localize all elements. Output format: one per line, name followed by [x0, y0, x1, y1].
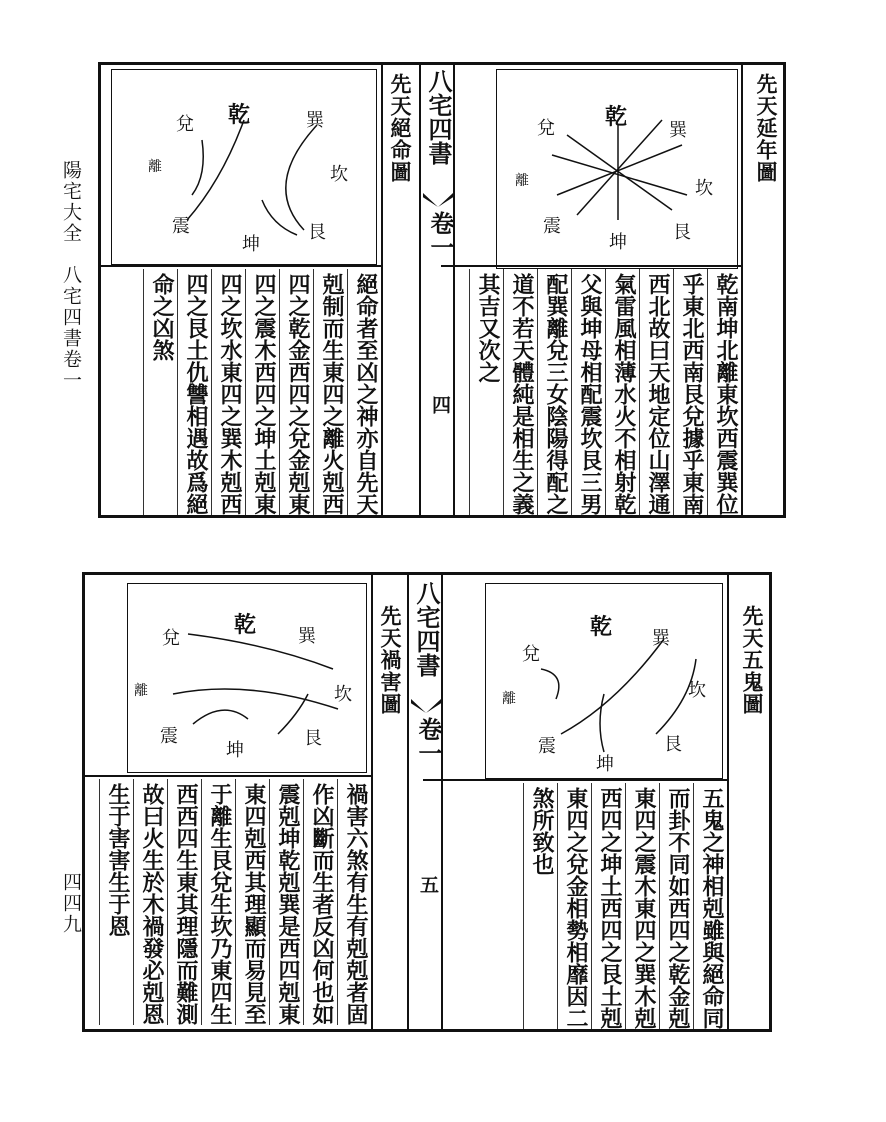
text-column: 東四之震木東四之巽木剋	[625, 783, 659, 1029]
text-column: 五鬼之神相剋雖與絕命同	[693, 783, 727, 1029]
trigram-qian: 乾	[590, 614, 613, 640]
trigram-kun: 坤	[226, 740, 244, 761]
trigram-qian: 乾	[234, 612, 257, 638]
wugui-diagram	[485, 583, 723, 779]
trigram-gen: 艮	[673, 222, 691, 243]
trigram-dui: 兌	[162, 628, 180, 649]
text-column: 西北故曰天地定位山澤通	[639, 269, 673, 515]
trigram-dui: 兌	[176, 114, 194, 135]
trigram-qian: 乾	[228, 102, 251, 128]
yannian-diagram	[496, 69, 738, 269]
text-column: 命之凶煞	[143, 269, 177, 515]
spine-page: 五	[417, 875, 439, 894]
top-sheet	[98, 62, 786, 518]
text-column: 四之震木西四之坤土剋東	[245, 269, 279, 515]
spine-page: 四	[429, 395, 451, 414]
text-column: 故曰火生於木禍發必剋恩	[133, 779, 167, 1025]
trigram-li: 離	[148, 159, 162, 175]
trigram-xun: 巽	[306, 110, 324, 131]
jueming-title: 先天絕命圖	[388, 73, 413, 183]
spine-book-title: 八宅四書	[424, 69, 453, 165]
yannian-title: 先天延年圖	[754, 73, 779, 183]
trigram-li: 離	[515, 173, 529, 189]
text-column: 煞所致也	[523, 783, 557, 1029]
text-column: 剋制而生東四之離火剋西	[313, 269, 347, 515]
trigram-li: 離	[134, 683, 148, 699]
text-column: 四之坎水東四之巽木剋西	[211, 269, 245, 515]
text-column: 生于害害生于恩	[99, 779, 133, 1025]
fish-tail-mark	[411, 699, 441, 713]
trigram-gen: 艮	[304, 728, 322, 749]
text-column: 禍害六煞有生有剋剋者固	[337, 779, 371, 1025]
text-column: 其吉又次之	[469, 269, 503, 515]
trigram-dui: 兌	[537, 118, 555, 139]
huohai-title: 先天禍害圖	[378, 605, 403, 715]
text-column: 乎東北西南艮兌據乎東南	[673, 269, 707, 515]
bottom-sheet	[82, 572, 772, 1032]
text-column: 作凶斷而生者反凶何也如	[303, 779, 337, 1025]
text-column: 西四之坤土西四之艮土剋	[591, 783, 625, 1029]
trigram-zhen: 震	[538, 736, 556, 757]
huohai-diagram	[127, 583, 367, 773]
trigram-zhen: 震	[543, 216, 561, 237]
wugui-text	[523, 783, 727, 1029]
trigram-xun: 巽	[652, 628, 670, 649]
trigram-kan: 坎	[688, 680, 706, 701]
text-column: 乾南坤北離東坎西震巽位	[707, 269, 741, 515]
spine-volume: 卷一	[414, 717, 443, 765]
jueming-text	[141, 269, 381, 515]
trigram-gen: 艮	[664, 734, 682, 755]
trigram-xun: 巽	[298, 626, 316, 647]
trigram-kan: 坎	[334, 684, 352, 705]
trigram-xun: 巽	[669, 120, 687, 141]
trigram-kun: 坤	[242, 234, 260, 255]
text-column: 四之乾金西四之兌金剋東	[279, 269, 313, 515]
spine-book-title: 八宅四書	[412, 581, 441, 677]
trigram-kun: 坤	[609, 232, 627, 253]
text-column: 于離生艮兌生坎乃東四生	[201, 779, 235, 1025]
trigram-zhen: 震	[172, 216, 190, 237]
trigram-gen: 艮	[308, 222, 326, 243]
fish-tail-mark	[423, 193, 453, 207]
text-column: 父與坤母相配震坎艮三男	[571, 269, 605, 515]
trigram-li: 離	[502, 691, 516, 707]
huohai-text	[99, 779, 371, 1025]
trigram-kan: 坎	[330, 164, 348, 185]
trigram-kan: 坎	[695, 178, 713, 199]
spine-volume: 卷一	[426, 211, 455, 259]
margin-page-number: 四四九	[60, 872, 82, 935]
text-column: 東四剋西其理顯而易見至	[235, 779, 269, 1025]
text-column: 而卦不同如西四之乾金剋	[659, 783, 693, 1029]
text-column: 絕命者至凶之神亦自先天	[347, 269, 381, 515]
wugui-title: 先天五鬼圖	[740, 605, 765, 715]
text-column: 東四之兌金相勢相靡因二	[557, 783, 591, 1029]
text-column: 配巽離兌三女陰陽得配之	[537, 269, 571, 515]
text-column: 西西四生東其理隱而難測	[167, 779, 201, 1025]
jueming-diagram	[111, 69, 377, 265]
trigram-qian: 乾	[605, 104, 628, 130]
trigram-dui: 兌	[522, 644, 540, 665]
text-column: 四之艮土仇讐相遇故爲絕	[177, 269, 211, 515]
text-column: 氣雷風相薄水火不相射乾	[605, 269, 639, 515]
text-column: 震剋坤乾剋巽是西四剋東	[269, 779, 303, 1025]
trigram-zhen: 震	[160, 726, 178, 747]
margin-book-title: 陽宅大全 八宅四書卷一	[60, 160, 82, 391]
trigram-kun: 坤	[596, 754, 614, 775]
text-column: 道不若天體純是相生之義	[503, 269, 537, 515]
yannian-text	[453, 269, 741, 515]
